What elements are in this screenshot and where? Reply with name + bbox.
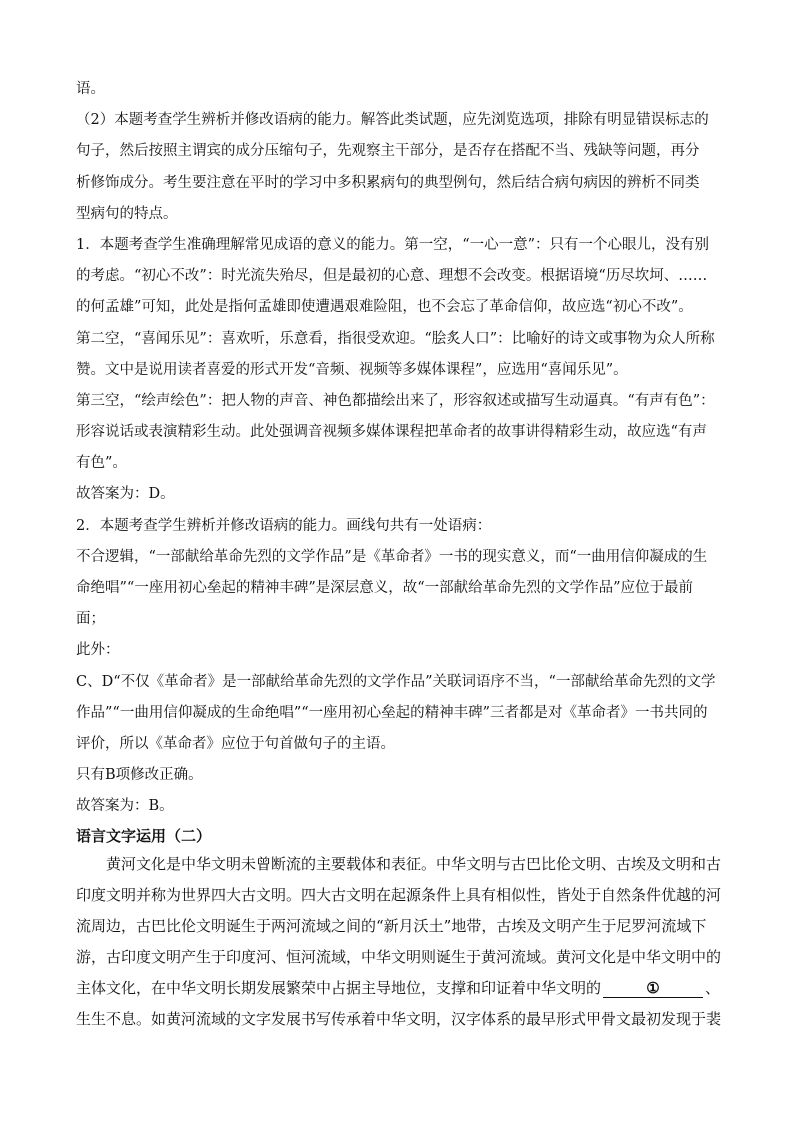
- text-line: 有色”。: [76, 455, 127, 472]
- text-line: 作品”“一曲用信仰凝成的生命绝唱”“一座用初心垒起的精神丰碑”三者都是对《革命者》一书共同的: [76, 704, 708, 721]
- passage-line: 游，古印度文明产生于印度河、恒河流域，中华文明则诞生于黄河流域。黄河文化是中华文明中的: [76, 948, 722, 967]
- text-line: C、D“不仅《革命者》是一部献给革命先烈的文学作品”关联词语序不当，“一部献给革命先烈的文学: [76, 673, 716, 690]
- section-title: 语言文字运用（二）: [76, 826, 212, 845]
- blank-number: ①: [646, 979, 660, 998]
- text-line: 形容说话或表演精彩生动。此处强调音视频多媒体课程把革命者的故事讲得精彩生动，故应选“有声: [76, 424, 707, 441]
- text-line: 的何孟雄”可知，此处是指何孟雄即使遭遇艰难险阻，也不会忘了革命信仰，故应选“初心不改”。: [76, 299, 693, 316]
- text-line: 第二空，“喜闻乐见”：喜欢听，乐意看，指很受欢迎。“脍炙人口”：比喻好的诗文或事物为众人所称: [76, 330, 715, 347]
- text-line: 评价，所以《革命者》应位于句首做句子的主语。: [76, 735, 395, 752]
- text-line: 句子，然后按照主谓宾的成分压缩句子，先观察主干部分，是否存在搭配不当、残缺等问题，再分: [76, 143, 700, 160]
- text-line: 的考虑。“初心不改”：时光流失殆尽，但是最初的心意、理想不会改变。根据语境“历尽坎坷、……: [76, 268, 708, 285]
- text-line: 故答案为：B。: [76, 798, 174, 815]
- text-line: 析修饰成分。考生要注意在平时的学习中多积累病句的典型例句，然后结合病句病因的辨析不同类: [76, 174, 700, 191]
- text-line: 第三空，“绘声绘色”：把人物的声音、神色都描绘出来了，形容叙述或描写生动逼真。“有声有色”：: [76, 392, 715, 409]
- text-line: 1．本题考查学生准确理解常见成语的意义的能力。第一空，“一心一意”：只有一个心眼儿，没有别: [76, 236, 710, 253]
- text-line: 只有B项修改正确。: [76, 767, 203, 784]
- text-line: 面；: [76, 611, 105, 628]
- fill-in-blank[interactable]: [603, 979, 703, 998]
- text-line: 2．本题考查学生辨析并修改语病的能力。画线句共有一处语病：: [76, 517, 492, 534]
- passage-line: 印度文明并称为世界四大古文明。四大古文明在起源条件上具有相似性，皆处于自然条件优越的河: [76, 885, 722, 904]
- text-line: 故答案为：D。: [76, 486, 175, 503]
- text-line: 语。: [76, 81, 105, 97]
- text-line: （2）本题考查学生辨析并修改语病的能力。解答此类试题，应先浏览选项，排除有明显错误标志的: [76, 112, 709, 129]
- passage-line: 流周边，古巴比伦文明诞生于两河流域之间的“新月沃土”地带，古埃及文明产生于尼罗河流域下: [76, 916, 707, 935]
- document-page: [76, 74, 722, 1036]
- passage-line: 生生不息。如黄河流域的文字发展书写传承着中华文明，汉字体系的最早形式甲骨文最初发现于裴: [76, 1010, 722, 1029]
- text-line: 不合逻辑，“一部献给革命先烈的文学作品”是《革命者》一书的现实意义，而“一曲用信仰凝成的生: [76, 548, 708, 565]
- text-line: 命绝唱”“一座用初心垒起的精神丰碑”是深层意义，故“一部献给革命先烈的文学作品”应位于最前: [76, 580, 694, 596]
- text-line: 赞。文中是说用读者喜爱的形式开发“音频、视频等多媒体课程”，应选用“喜闻乐见”。: [76, 361, 628, 378]
- text-line: 型病句的特点。: [76, 205, 178, 222]
- passage-line: 黄河文化是中华文明未曾断流的主要载体和表征。中华文明与古巴比伦文明、古埃及文明和古: [106, 854, 722, 873]
- passage-blank-line: [76, 973, 721, 1004]
- passage-text: 、: [705, 979, 721, 998]
- passage-text: 主体文化，在中华文明长期发展繁荣中占据主导地位，支撑和印证着中华文明的: [76, 979, 602, 998]
- text-line: 此外：: [76, 642, 120, 659]
